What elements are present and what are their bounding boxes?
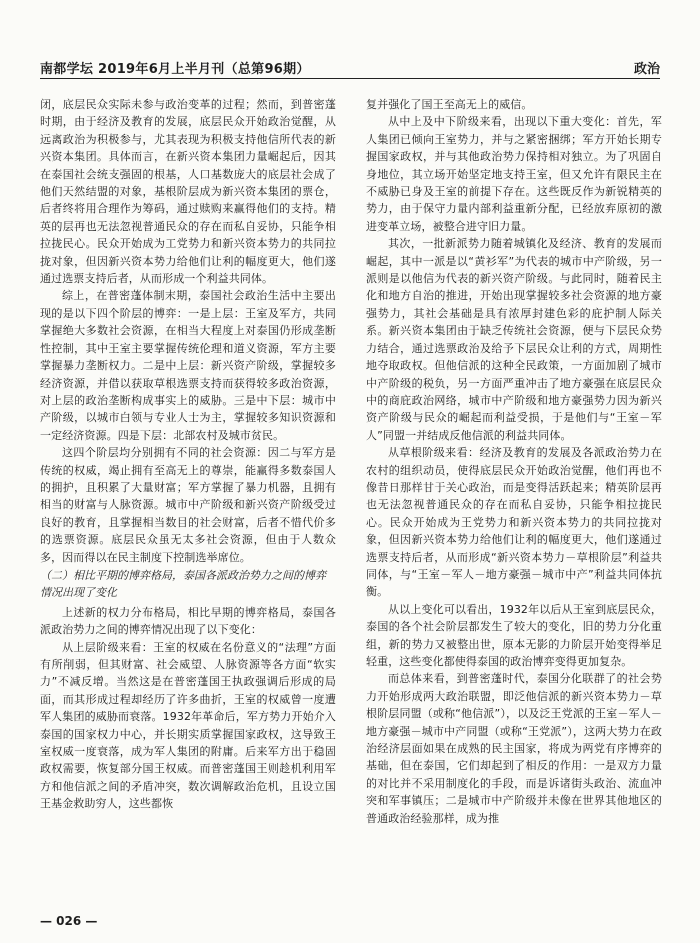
subheading: （二）相比平期的博弈格局，泰国各派政治势力之间的博弈情况出现了变化 — [40, 568, 326, 600]
journal-title: 南都学坛 2019年6月上半月刊（总第96期） — [40, 62, 310, 77]
page-number: — 026 — — [40, 914, 98, 928]
header-rule — [40, 78, 660, 79]
paragraph: 从草根阶级来看：经济及教育的发展及各派政治势力在农村的组织动员，使得底层民众开始政治觉醒，他们再也不像昔日那样甘于关心政治，而是变得活跃起来；精英阶层再也无法忽视普通民众的存在而私自妥协，只能争相拉拢民心。民众开始成为王党势力和新兴资本势力的共同拉拢对象，但因新兴资本势力给他们让利的幅度更大，他们遂通过选票支持后者，从而形成“新兴资本势力－草根阶层”利益共同体，与“王室－军人－地方豪强－城市中产”利益共同体抗衡。 — [366, 446, 662, 599]
paragraph: 从以上变化可以看出，1932年以后从王室到底层民众，泰国的各个社会阶层都发生了较大的变化，旧的势力分化重组，新的势力又被整出世，原本无影的力阶层开始变得举足轻重，这些变化都使得泰国的政治博弈变得更加复杂。 — [366, 602, 662, 668]
paragraph: 闭，底层民众实际未参与政治变革的过程；然而，到普密蓬时期，由于经济及教育的发展，底层民众开始政治觉醒，从远离政治为积极参与，尤其表现为积极支持他信所代表的新兴资本集团。具体而言，在新兴资本集团力量崛起后，因其在泰国社会统支强固的根基，人口基数庞大的底层社会成了他们天然结盟的对象，基根阶层成为新兴资本集团的票仓，后者终将用合理作为筹码，通过赎购来赢得他们的支持。精英的层再也无法忽视普通民众的存在而私自妥协，只能争相拉拢民心。民众开始成为工党势力和新兴资本势力的共同拉拢对象，但因新兴资本势力给他们让利的幅度更大，他们遂通过选票支持后者，从而形成一个利益共同体。 — [40, 98, 336, 286]
paragraph: 复并强化了国王至高无上的威信。 — [366, 98, 533, 111]
paragraph: 这四个阶层均分别拥有不同的社会资源：因二与军方是传统的权威，竭止拥有至高无上的尊崇，能赢得多数泰国人的拥护，且积累了大量财富；军方掌握了暴力机器，且拥有相当的财富与人脉资源。城市中产阶级和新兴资产阶级受过良好的教育，且掌握相当数目的社会财富，后者不惜代价多的选票资源。底层民众虽无太多社会资源，但由于人数众多，因而得以在民主制度下控制选举席位。 — [40, 446, 336, 564]
section-label: 政治 — [633, 62, 660, 77]
left-column — [40, 96, 336, 896]
paragraph: 从上层阶级来看：王室的权威在名份意义的“法理”方面有所削弱，但其财富、社会威望、人脉资源等各方面“软实力”不减反增。当然这是在普密蓬国王执政强调后形成的局面，而其形成过程却经历了许多曲折，王室的权威曾一度遭军人集团的威胁而衰落。1932年革命后，军方势力开始介入泰国的国家权力中心，并长期实质掌握国家政权，这导致王室权威一度衰落，成为军人集团的附庸。后来军方出于稳固政权需要，恢复部分国王权威。而普密蓬国王则趁机利用军方和他信派之间的矛盾冲突，数次调解政治危机，且设立国王基金救助穷人，这些都恢 — [40, 640, 336, 811]
paragraph: 上述新的权力分布格局，相比早期的博弈格局，泰国各派政治势力之间的博弈情况出现了以下变化： — [40, 605, 336, 637]
paragraph: 综上，在普密蓬体制末期，泰国社会政治生活中主要出现的是以下四个阶层的博弈：一是上层：王室及军方，共同掌握绝大多数社会资源，在相当大程度上对泰国仍形成垄断性控制，其中王室主要掌握传统伦理和道义资源，军方主要掌握暴力垄断权力。二是中上层：新兴资产阶级，掌握较多经济资源，并借以获取草根选票支持而获得较多政治资源，对上层的政治垄断构成事实上的威胁。三是中下层：城市中产阶级，以城市白领与专业人士为主，掌握较多知识资源和一定经济资源。四是下层：北部农村及城市贫民。 — [40, 289, 336, 442]
paragraph: 其次，一批新派势力随着城镇化及经济、教育的发展而崛起，其中一派是以“黄衫军”为代表的城市中产阶级，另一派则是以他信为代表的新兴资产阶级。与此同时，随着民主化和地方自治的推进，开始出现掌握较多社会资源的地方豪强势力，其社会基础是具有浓厚封建色彩的庇护制人际关系。新兴资本集团由于缺乏传统社会资源，便与下层民众势力结合，通过选票政治及给予下层民众让利的方式，周期性地夺取政权。但他信派的这种全民政策，一方面加剧了城市中产阶级的税负，另一方面严重冲击了地方豪强在底层民众中的商庇政治网络，城市中产阶级和地方豪强势力因为新兴资产阶级与民众的崛起而利益受损，于是他们与“王室－军人”同盟一并结成反他信派的利益共同体。 — [366, 237, 662, 442]
paragraph: 从中上及中下阶级来看，出现以下重大变化：首先，军人集团已倾向王室势力，并与之紧密捆绑；军方开始长期专握国家政权，并与其他政治势力保持相对独立。为了巩固自身地位，其立场开始坚定地支持王室，但又允许有限民主在不威胁已身及王室的前提下存在。这些既反作为新锐精英的势力，由于保守力量内部利益重新分配，已经放弃原初的激进变革立场，被整合进守旧力量。 — [366, 115, 662, 233]
paragraph: 而总体来看，到普密蓬时代，泰国分化联群了的社会势力开始形成两大政治联盟，即泛他信派的新兴资本势力－草根阶层同盟（或称“他信派”），以及泛王党派的王室－军人－地方豪强－城市中产同盟（或称“王党派”），这两大势力在政治经济层面如果在成熟的民主国家，将成为两党有序博弈的基础，但在泰国，它们却起到了相反的作用：一是双方力量的对比并不采用制度化的手段，而是诉诸街头政治、流血冲突和军事镇压；二是城市中产阶级并未像在世界其他地区的普通政治经验那样，成为推 — [366, 672, 662, 825]
right-column — [366, 96, 662, 896]
page-header — [40, 56, 660, 82]
